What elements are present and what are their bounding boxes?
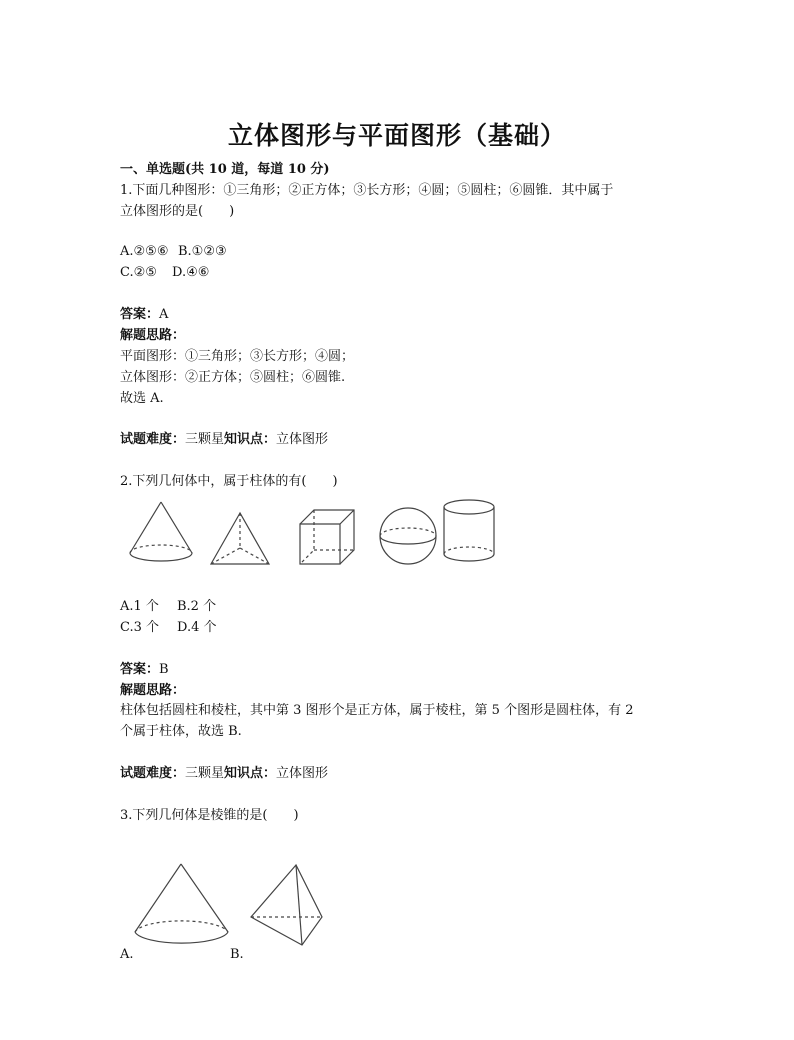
- q2-analysis-line2: 个属于柱体，故选 B.: [120, 724, 242, 739]
- section-heading: 一、单选题(共 10 道，每道 10 分): [120, 162, 330, 177]
- q1-analysis-line3: 故选 A.: [120, 391, 164, 406]
- q1-options-row2: [120, 263, 209, 283]
- q3-cone-figure: [130, 860, 234, 956]
- q1-stem-line1: 1.下面几种图形：①三角形；②正方体；③长方形；④圆；⑤圆柱；⑥圆锥．其中属于: [120, 183, 614, 198]
- q1-option-b[interactable]: B.①②③: [178, 244, 227, 259]
- q2-options-row1: [120, 597, 216, 617]
- cone-figure: [126, 498, 196, 568]
- q1-analysis-label: 解题思路：: [120, 328, 186, 343]
- q2-analysis-label: 解题思路：: [120, 683, 186, 698]
- q3-stem: 3.下列几何体是棱锥的是( ): [120, 808, 299, 823]
- cube-figure: [298, 506, 358, 568]
- q1-option-d[interactable]: D.④⑥: [172, 265, 210, 280]
- q1-meta: 试题难度：三颗星知识点：立体图形: [120, 432, 329, 447]
- q3-label-b[interactable]: B.: [230, 947, 244, 962]
- sphere-figure: [378, 506, 440, 568]
- tetrahedron-figure: [208, 510, 272, 568]
- q1-option-c[interactable]: C.②⑤: [120, 265, 157, 280]
- q2-stem: 2.下列几何体中，属于柱体的有( ): [120, 474, 338, 489]
- q2-option-a[interactable]: A.1 个: [120, 599, 159, 614]
- q1-option-a[interactable]: A.②⑤⑥: [120, 244, 169, 259]
- q1-options-row1: [120, 242, 227, 262]
- q1-analysis-line1: 平面图形：①三角形；③长方形；④圆；: [120, 349, 355, 364]
- q2-option-b[interactable]: B.2 个: [177, 599, 217, 614]
- cylinder-figure: [442, 498, 498, 568]
- q2-answer: 答案：B: [120, 662, 169, 677]
- q1-answer: 答案：A: [120, 307, 169, 322]
- q3-pyramid-figure: [248, 862, 326, 948]
- q2-option-d[interactable]: D.4 个: [177, 620, 217, 635]
- q2-option-c[interactable]: C.3 个: [120, 620, 160, 635]
- q1-stem-line2: 立体图形的是( ): [120, 204, 235, 219]
- q1-analysis-line2: 立体图形：②正方体；⑤圆柱；⑥圆锥.: [120, 370, 346, 385]
- q2-analysis-line1: 柱体包括圆柱和棱柱，其中第 3 图形个是正方体，属于棱柱，第 5 个图形是圆柱体，有 2: [120, 703, 634, 718]
- q2-meta: 试题难度：三颗星知识点：立体图形: [120, 766, 329, 781]
- page-title: 立体图形与平面图形（基础）: [227, 121, 566, 150]
- q2-options-row2: [120, 618, 217, 638]
- q3-label-a[interactable]: A.: [120, 947, 134, 962]
